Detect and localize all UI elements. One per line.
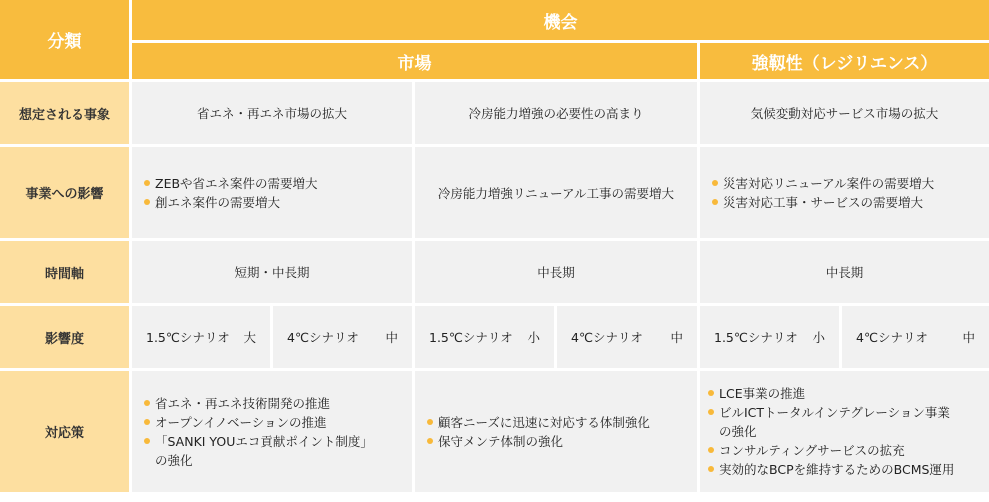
event-resilience-text: 気候変動対応サービス市場の拡大 — [750, 106, 939, 121]
list-item: 顧客ニーズに迅速に対応する体制強化 — [427, 413, 650, 432]
list-item: 「SANKI YOUエコ貢献ポイント制度」 — [144, 432, 373, 451]
business-impact-market1 — [132, 147, 412, 238]
event-market2-text: 冷房能力増強の必要性の高まり — [468, 106, 644, 121]
impact-scenario: 4℃シナリオ — [571, 330, 643, 345]
impact-level: 中 — [385, 330, 398, 345]
impact-cell — [842, 306, 989, 368]
measures-market2 — [415, 371, 697, 492]
row-label-event-text: 想定される事象 — [18, 107, 110, 123]
impact-level: 大 — [243, 330, 256, 345]
list-item: LCE事業の推進 — [708, 384, 954, 403]
row-label-business-impact-text: 事業への影響 — [25, 187, 104, 202]
event-market2 — [415, 82, 697, 144]
list-item: ビルICTトータルインテグレーション事業 — [708, 403, 954, 422]
row-label-business-impact — [0, 147, 129, 238]
measures-market1-list — [144, 394, 373, 470]
impact-scenario: 4℃シナリオ — [856, 330, 928, 345]
measures-resilience-list — [708, 384, 954, 479]
impact-level: 中 — [962, 330, 975, 345]
business-impact-resilience-list — [712, 174, 934, 212]
row-label-impact-text: 影響度 — [44, 331, 84, 347]
timeframe-market1 — [132, 241, 412, 303]
event-market1 — [132, 82, 412, 144]
impact-level: 中 — [670, 330, 683, 345]
impact-cell — [557, 306, 697, 368]
row-label-timeframe — [0, 241, 129, 303]
impact-cell — [415, 306, 554, 368]
header-resilience — [700, 43, 989, 79]
impact-cell — [700, 306, 839, 368]
list-item: ZEBや省エネ案件の需要増大 — [144, 174, 318, 193]
list-item: 実効的なBCPを維持するためのBCMS運用 — [708, 460, 954, 479]
measures-resilience — [700, 371, 989, 492]
list-item: 創エネ案件の需要増大 — [144, 193, 318, 212]
impact-level: 小 — [812, 330, 825, 345]
impact-cell — [132, 306, 270, 368]
header-market-text: 市場 — [397, 53, 432, 74]
impact-level: 小 — [527, 330, 540, 345]
list-item-continued: の強化 — [719, 424, 757, 439]
row-label-impact — [0, 306, 129, 368]
list-item-continued: の強化 — [155, 452, 193, 468]
header-market — [132, 43, 697, 79]
impact-scenario: 4℃シナリオ — [287, 330, 359, 345]
business-impact-market2-text: 冷房能力増強リニューアル工事の需要増大 — [437, 185, 675, 201]
row-label-timeframe-text: 時間軸 — [44, 266, 84, 282]
business-impact-market2 — [415, 147, 697, 238]
business-impact-resilience — [700, 147, 989, 238]
timeframe-market2 — [415, 241, 697, 303]
list-item: コンサルティングサービスの拡充 — [708, 441, 954, 460]
header-resilience-text: 強靱性（レジリエンス） — [751, 53, 938, 74]
impact-scenario: 1.5℃シナリオ — [429, 330, 513, 345]
list-item: 省エネ・再エネ技術開発の推進 — [144, 394, 373, 413]
header-category — [0, 0, 129, 79]
impact-scenario: 1.5℃シナリオ — [146, 330, 230, 345]
measures-market2-list — [427, 413, 650, 451]
header-opportunity — [132, 0, 989, 40]
list-item: 災害対応工事・サービスの需要増大 — [712, 193, 934, 212]
timeframe-resilience — [700, 241, 989, 303]
row-label-measures-text: 対応策 — [44, 426, 84, 441]
list-item: 災害対応リニューアル案件の需要増大 — [712, 174, 934, 193]
timeframe-resilience-text: 中長期 — [825, 265, 864, 280]
timeframe-market1-text: 短期・中長期 — [234, 265, 310, 280]
impact-scenario: 1.5℃シナリオ — [714, 330, 798, 345]
list-item: 保守メンテ体制の強化 — [427, 432, 650, 451]
impact-cell — [273, 306, 412, 368]
header-category-text: 分類 — [47, 32, 82, 52]
list-item: オープンイノベーションの推進 — [144, 413, 373, 432]
header-opportunity-text: 機会 — [543, 12, 578, 33]
event-resilience — [700, 82, 989, 144]
row-label-measures — [0, 371, 129, 492]
measures-market1 — [132, 371, 412, 492]
row-label-event — [0, 82, 129, 144]
timeframe-market2-text: 中長期 — [537, 265, 575, 280]
business-impact-market1-list — [144, 174, 318, 212]
event-market1-text: 省エネ・再エネ市場の拡大 — [196, 106, 347, 121]
